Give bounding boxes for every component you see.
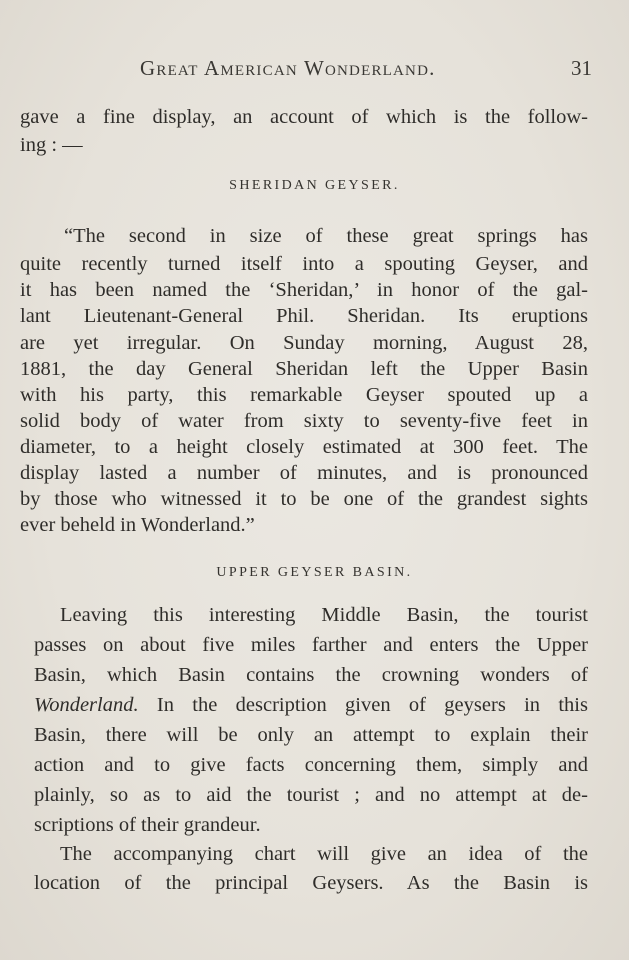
text-line: Leaving this interesting Middle Basin, the tourist [60, 604, 588, 626]
section-heading-sheridan-geyser: SHERIDAN GEYSER. [229, 178, 400, 193]
running-header [140, 56, 592, 82]
text-line: ing : — [20, 134, 83, 156]
section-heading-upper-geyser-basin: UPPER GEYSER BASIN. [216, 565, 413, 580]
text-line: are yet irregular. On Sunday morning, August 28, [20, 332, 588, 354]
text-line: passes on about five miles farther and enters the Upper [34, 634, 588, 656]
page-number: 31 [571, 56, 592, 80]
text-line: The accompanying chart will give an idea of the [60, 843, 588, 865]
text-line: location of the principal Geysers. As the Basin is [34, 872, 588, 894]
running-title: Great American Wonderland. [140, 56, 436, 80]
text-line: Basin, there will be only an attempt to explain their [34, 724, 588, 746]
text-line: display lasted a number of minutes, and is pronounced [20, 462, 588, 484]
text-line: solid body of water from sixty to seventy-five feet in [20, 410, 588, 432]
text-line: plainly, so as to aid the tourist ; and no attempt at de- [34, 784, 588, 806]
text-line: Basin, which Basin contains the crowning wonders of [34, 664, 588, 686]
text-line: “The second in size of these great springs has [64, 225, 588, 247]
text-line: with his party, this remarkable Geyser spouted up a [20, 384, 588, 406]
text-line: scriptions of their grandeur. [34, 814, 261, 836]
text-line: lant Lieutenant-General Phil. Sheridan. Its eruptions [20, 305, 588, 327]
italic-wonderland: Wonderland. [34, 694, 139, 716]
text-line: 1881, the day General Sheridan left the Upper Basin [20, 358, 588, 380]
text-line: by those who witnessed it to be one of the grandest sights [20, 488, 588, 510]
text-line: it has been named the ‘Sheridan,’ in honor of the gal- [20, 279, 588, 301]
text-line: gave a fine display, an account of which is the follow- [20, 106, 588, 128]
text-line: action and to give facts concerning them, simply and [34, 754, 588, 776]
text-line: ever beheld in Wonderland.” [20, 514, 255, 536]
text-line: quite recently turned itself into a spouting Geyser, and [20, 253, 588, 275]
text-line: Wonderland. In the description given of geysers in this [34, 694, 588, 716]
text-line: diameter, to a height closely estimated at 300 feet. The [20, 436, 588, 458]
